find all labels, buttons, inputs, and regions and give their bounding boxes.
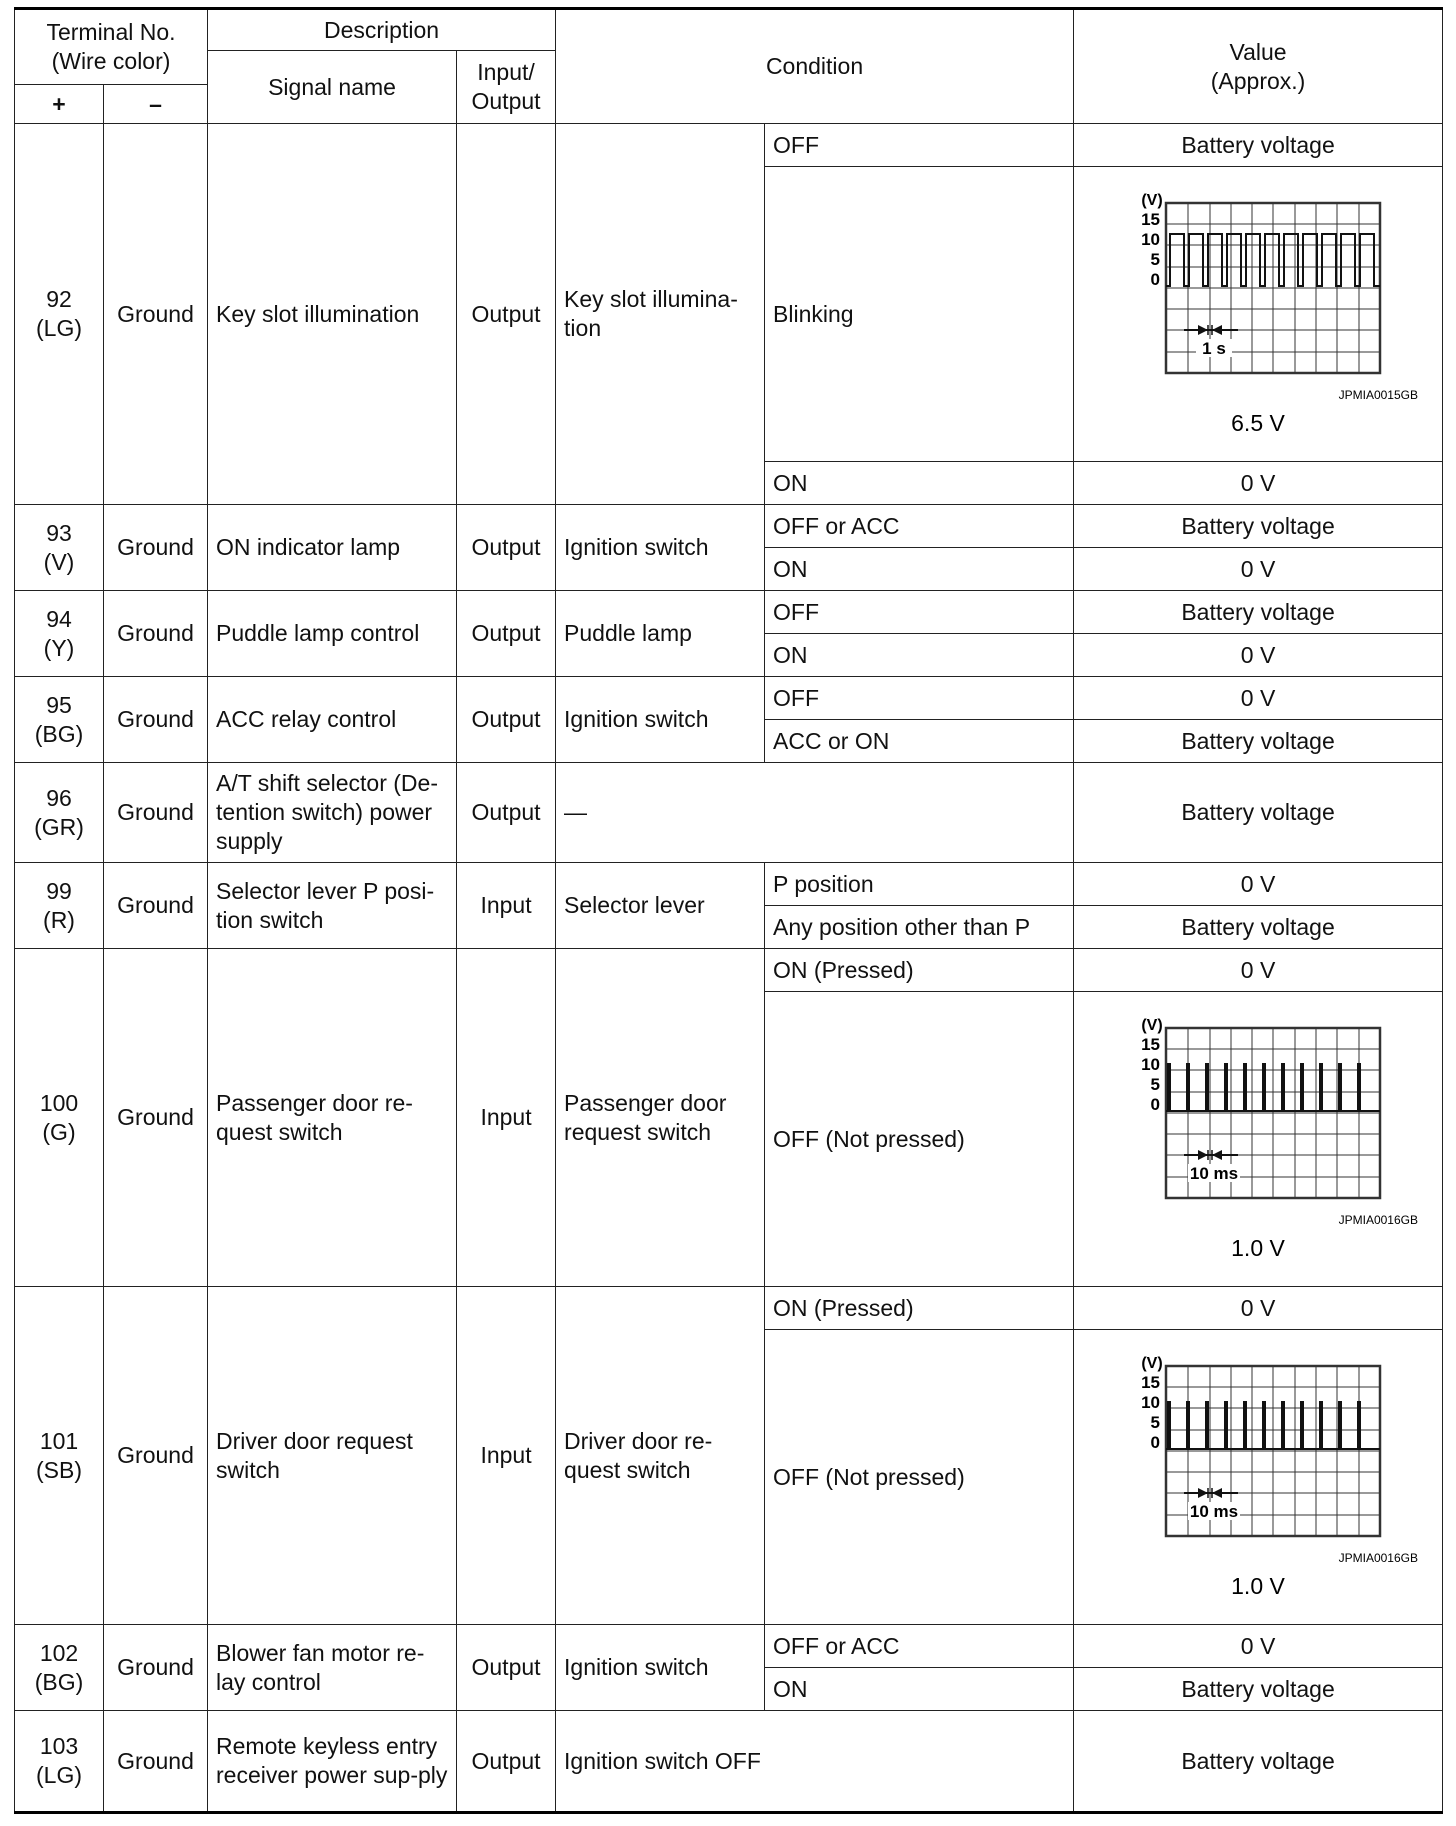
terminal-no-header xyxy=(15,9,208,85)
period-label: 10 ms xyxy=(1189,1164,1239,1183)
terminal-cell xyxy=(15,124,104,505)
condition-cell: ON xyxy=(765,634,1074,677)
terminal-cell xyxy=(15,1711,104,1813)
condition-cell: Any position other than P xyxy=(765,906,1074,949)
waveform-cell xyxy=(1074,1330,1443,1625)
value-cell: 0 V xyxy=(1074,634,1443,677)
terminal-no-label: Terminal No. xyxy=(46,19,176,45)
signal-name-cell: ON indicator lamp xyxy=(208,505,457,591)
signal-name-cell: Key slot illumination xyxy=(208,124,457,505)
io-cell: Output xyxy=(457,763,556,863)
condition-cell: OFF xyxy=(765,591,1074,634)
period-label: 1 s xyxy=(1202,339,1226,358)
approx-label: (Approx.) xyxy=(1210,67,1306,94)
value-cell: 0 V xyxy=(1074,548,1443,591)
io-label-2: Output xyxy=(471,88,541,114)
value-label: Value xyxy=(1229,38,1287,65)
minus-header: – xyxy=(104,85,208,124)
waveform-blink-chart xyxy=(1088,189,1428,439)
unit-label: (V) xyxy=(1141,192,1163,209)
waveform-pulse-chart xyxy=(1088,1014,1428,1264)
terminal-cell xyxy=(15,763,104,863)
y-tick-5: 5 xyxy=(1150,250,1161,269)
condition-cell: ON xyxy=(765,1668,1074,1711)
terminal-number: 92 xyxy=(46,286,72,312)
wire-color: (GR) xyxy=(34,813,84,840)
ground-cell: Ground xyxy=(104,591,208,677)
ground-cell: Ground xyxy=(104,1625,208,1711)
wire-color: (BG) xyxy=(34,1668,84,1695)
condition-cell: OFF (Not pressed) xyxy=(765,1330,1074,1625)
condition-cell: OFF or ACC xyxy=(765,1625,1074,1668)
terminal-cell xyxy=(15,1287,104,1625)
ground-cell: Ground xyxy=(104,505,208,591)
signal-name-cell: Puddle lamp control xyxy=(208,591,457,677)
condition-main-cell: Driver door re-quest switch xyxy=(556,1287,765,1625)
condition-cell: ON (Pressed) xyxy=(765,1287,1074,1330)
condition-cell: ACC or ON xyxy=(765,720,1074,763)
condition-cell: OFF (Not pressed) xyxy=(765,992,1074,1287)
y-tick-15: 15 xyxy=(1141,1035,1161,1054)
plus-header: + xyxy=(15,85,104,124)
condition-main-cell: Ignition switch OFF xyxy=(556,1711,1074,1813)
io-cell: Output xyxy=(457,1625,556,1711)
waveform-value: 1.0 V xyxy=(1231,1573,1285,1599)
table-row xyxy=(15,591,1443,634)
condition-main-cell: Key slot illumina-tion xyxy=(556,124,765,505)
signal-name-cell: Passenger door re-quest switch xyxy=(208,949,457,1287)
ground-cell: Ground xyxy=(104,949,208,1287)
signal-name-cell: ACC relay control xyxy=(208,677,457,763)
io-cell: Input xyxy=(457,863,556,949)
terminal-number: 103 xyxy=(39,1733,79,1759)
condition-cell: ON xyxy=(765,462,1074,505)
condition-main-cell: Passenger door request switch xyxy=(556,949,765,1287)
io-cell: Output xyxy=(457,677,556,763)
value-cell: Battery voltage xyxy=(1074,1711,1443,1813)
io-label-1: Input/ xyxy=(477,59,535,85)
description-header: Description xyxy=(208,9,556,51)
signal-name-header: Signal name xyxy=(208,51,457,124)
unit-label: (V) xyxy=(1141,1017,1163,1034)
signal-name-cell: Blower fan motor re-lay control xyxy=(208,1625,457,1711)
y-tick-15: 15 xyxy=(1141,210,1161,229)
condition-cell: ON (Pressed) xyxy=(765,949,1074,992)
y-tick-10: 10 xyxy=(1141,1055,1161,1074)
condition-cell: OFF xyxy=(765,124,1074,167)
table-row xyxy=(15,124,1443,167)
waveform-cell xyxy=(1074,992,1443,1287)
waveform-pulse-chart xyxy=(1088,1352,1428,1602)
wire-color: (LG) xyxy=(36,315,82,341)
signal-name-cell: A/T shift selector (De-tention switch) power supply xyxy=(208,763,457,863)
io-cell: Output xyxy=(457,591,556,677)
io-cell: Output xyxy=(457,505,556,591)
y-tick-15: 15 xyxy=(1141,1373,1161,1392)
value-cell: Battery voltage xyxy=(1074,591,1443,634)
signal-name-cell: Remote keyless entry receiver power sup-ply xyxy=(208,1711,457,1813)
terminal-cell xyxy=(15,863,104,949)
terminal-number: 94 xyxy=(46,605,72,632)
io-cell: Output xyxy=(457,1711,556,1813)
table-row xyxy=(15,763,1443,863)
wire-color: (BG) xyxy=(34,720,84,747)
value-header xyxy=(1074,9,1443,124)
condition-main-cell: Ignition switch xyxy=(556,505,765,591)
terminal-number: 100 xyxy=(39,1089,79,1116)
io-cell: Output xyxy=(457,124,556,505)
condition-cell: OFF xyxy=(765,677,1074,720)
table-row xyxy=(15,1287,1443,1330)
waveform-cell xyxy=(1074,167,1443,462)
ground-cell: Ground xyxy=(104,863,208,949)
unit-label: (V) xyxy=(1141,1355,1163,1372)
y-tick-10: 10 xyxy=(1141,230,1161,249)
signal-name-cell: Selector lever P posi-tion switch xyxy=(208,863,457,949)
terminal-number: 99 xyxy=(46,877,72,904)
terminal-cell xyxy=(15,949,104,1287)
io-header xyxy=(457,51,556,124)
ground-cell: Ground xyxy=(104,1287,208,1625)
ground-cell: Ground xyxy=(104,763,208,863)
y-tick-0: 0 xyxy=(1150,270,1161,289)
table-row xyxy=(15,863,1443,906)
terminal-number: 95 xyxy=(46,691,72,718)
table-row xyxy=(15,949,1443,992)
terminal-cell xyxy=(15,1625,104,1711)
terminal-number: 96 xyxy=(46,784,72,811)
table-row xyxy=(15,677,1443,720)
ground-cell: Ground xyxy=(104,677,208,763)
value-cell: Battery voltage xyxy=(1074,720,1443,763)
condition-cell: Blinking xyxy=(765,167,1074,462)
condition-main-cell: Selector lever xyxy=(556,863,765,949)
io-cell: Input xyxy=(457,1287,556,1625)
value-cell: 0 V xyxy=(1074,677,1443,720)
waveform-value: 6.5 V xyxy=(1231,410,1285,436)
table-row xyxy=(15,1711,1443,1813)
condition-header: Condition xyxy=(556,9,1074,124)
value-cell: 0 V xyxy=(1074,863,1443,906)
value-cell: 0 V xyxy=(1074,1287,1443,1330)
wire-color: (V) xyxy=(43,548,75,575)
figure-code: JPMIA0016GB xyxy=(1338,1213,1419,1227)
wire-color: (G) xyxy=(42,1118,76,1145)
figure-code: JPMIA0015GB xyxy=(1338,388,1419,402)
value-cell: Battery voltage xyxy=(1074,505,1443,548)
terminal-cell xyxy=(15,505,104,591)
io-cell: Input xyxy=(457,949,556,1287)
wire-color: (R) xyxy=(43,906,75,933)
ground-cell: Ground xyxy=(104,1711,208,1813)
value-cell: 0 V xyxy=(1074,462,1443,505)
y-tick-5: 5 xyxy=(1150,1413,1161,1432)
figure-code: JPMIA0016GB xyxy=(1338,1551,1419,1565)
wire-color: (LG) xyxy=(36,1762,82,1788)
period-label: 10 ms xyxy=(1189,1502,1239,1521)
terminal-table xyxy=(14,7,1443,1814)
y-tick-0: 0 xyxy=(1150,1433,1161,1452)
value-cell: Battery voltage xyxy=(1074,906,1443,949)
condition-main-cell: Ignition switch xyxy=(556,677,765,763)
value-cell: 0 V xyxy=(1074,949,1443,992)
waveform-value: 1.0 V xyxy=(1231,1235,1285,1261)
table-row xyxy=(15,1625,1443,1668)
y-tick-10: 10 xyxy=(1141,1393,1161,1412)
terminal-cell xyxy=(15,591,104,677)
terminal-number: 102 xyxy=(39,1639,79,1666)
condition-main-cell: — xyxy=(556,763,1074,863)
condition-cell: OFF or ACC xyxy=(765,505,1074,548)
condition-cell: ON xyxy=(765,548,1074,591)
y-tick-5: 5 xyxy=(1150,1075,1161,1094)
condition-cell: P position xyxy=(765,863,1074,906)
value-cell: 0 V xyxy=(1074,1625,1443,1668)
y-tick-0: 0 xyxy=(1150,1095,1161,1114)
signal-name-cell: Driver door request switch xyxy=(208,1287,457,1625)
wire-color: (SB) xyxy=(36,1456,82,1483)
condition-main-cell: Puddle lamp xyxy=(556,591,765,677)
value-cell: Battery voltage xyxy=(1074,1668,1443,1711)
value-cell: Battery voltage xyxy=(1074,124,1443,167)
value-cell: Battery voltage xyxy=(1074,763,1443,863)
condition-main-cell: Ignition switch xyxy=(556,1625,765,1711)
ground-cell: Ground xyxy=(104,124,208,505)
terminal-number: 101 xyxy=(39,1427,79,1454)
terminal-number: 93 xyxy=(46,519,72,546)
table-row xyxy=(15,505,1443,548)
terminal-cell xyxy=(15,677,104,763)
wire-color: (Y) xyxy=(43,634,75,661)
wire-color-label: (Wire color) xyxy=(51,48,171,74)
